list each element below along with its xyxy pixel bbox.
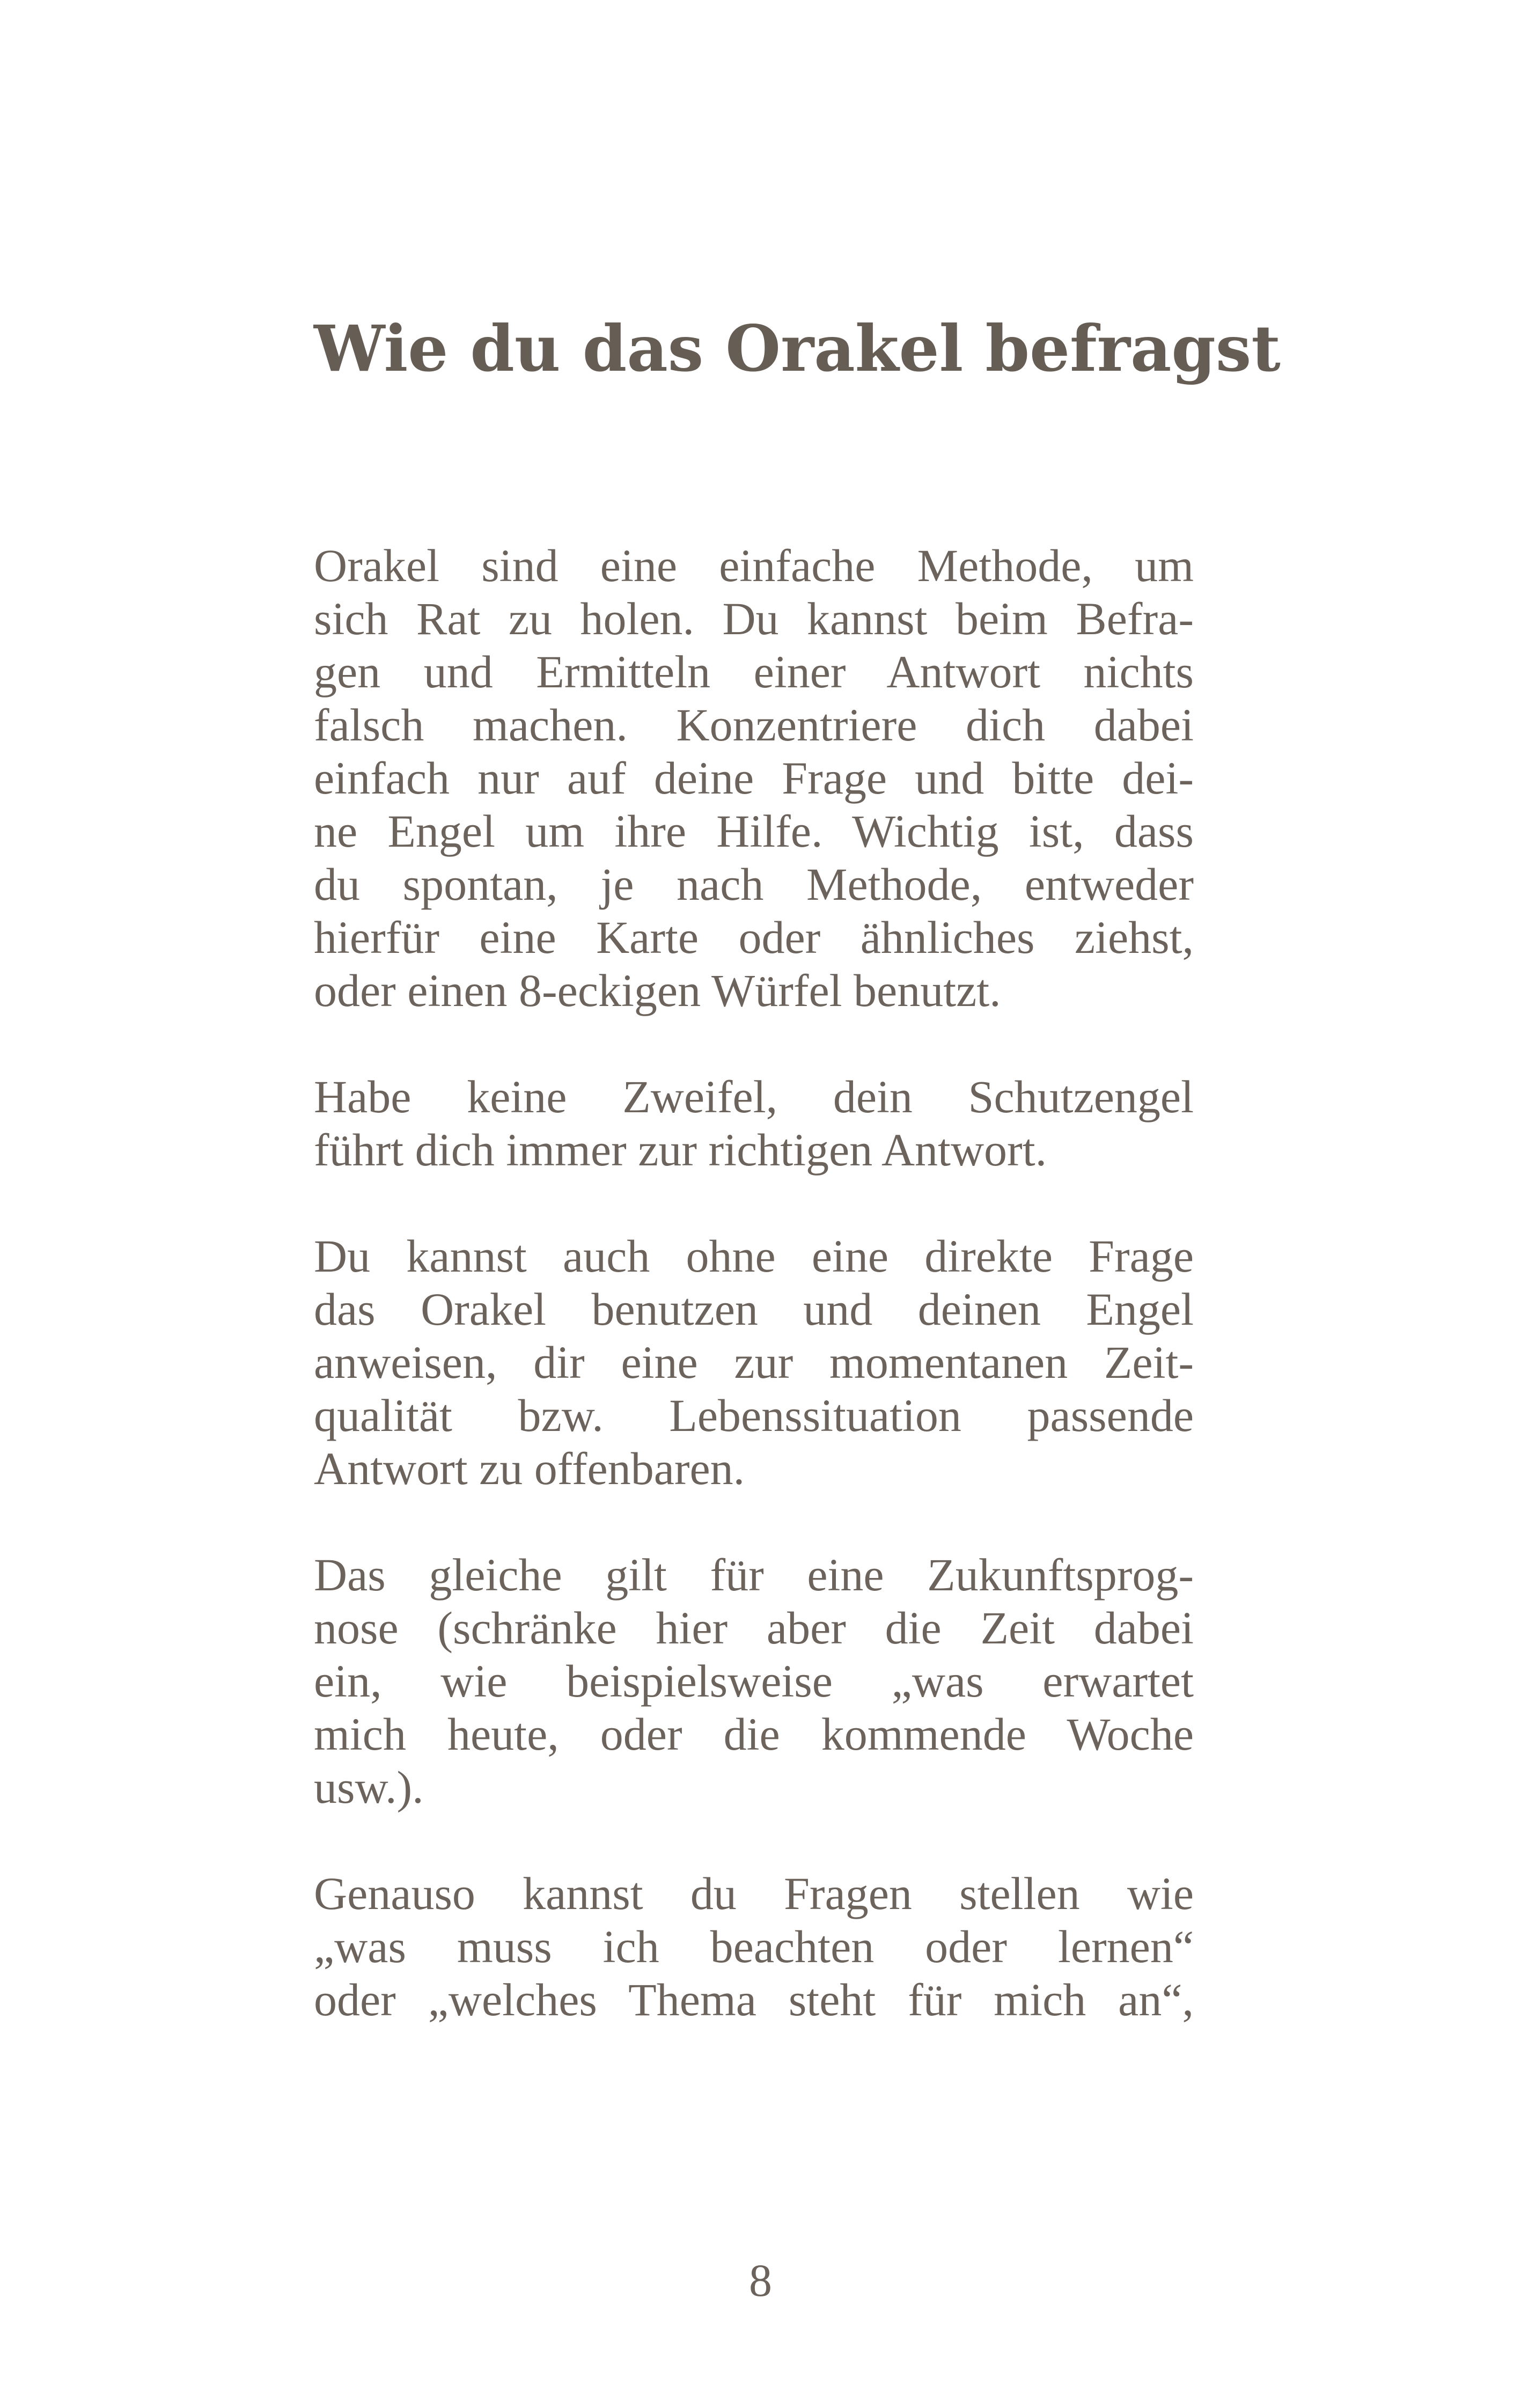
text-line: falsch machen. Konzentriere dich dabei bbox=[314, 699, 1194, 751]
text-line: gen und Ermitteln einer Antwort nichts bbox=[314, 646, 1194, 698]
text-line: sich Rat zu holen. Du kannst beim Befra- bbox=[314, 593, 1194, 644]
text-line: qualität bzw. Lebenssituation passende bbox=[314, 1390, 1194, 1441]
text-line: usw.). bbox=[314, 1761, 424, 1813]
paragraph-3 bbox=[314, 1230, 1194, 1495]
text-line: Orakel sind eine einfache Methode, um bbox=[314, 540, 1194, 591]
text-line: Das gleiche gilt für eine Zukunftsprog- bbox=[314, 1549, 1194, 1601]
text-line: „was muss ich beachten oder lernen“ bbox=[314, 1921, 1194, 1972]
text-line: einfach nur auf deine Frage und bitte dei- bbox=[314, 752, 1194, 804]
text-line: hierfür eine Karte oder ähnliches ziehst, bbox=[314, 912, 1194, 963]
text-line: oder einen 8-eckigen Würfel benutzt. bbox=[314, 965, 1001, 1016]
text-line: oder „welches Thema steht für mich an“, bbox=[314, 1974, 1194, 2025]
paragraph-5 bbox=[314, 1867, 1194, 2027]
text-line: mich heute, oder die kommende Woche bbox=[314, 1708, 1194, 1760]
text-line: anweisen, dir eine zur momentanen Zeit- bbox=[314, 1337, 1194, 1388]
paragraph-1 bbox=[314, 539, 1194, 1017]
page-title: Wie du das Orakel befragst bbox=[314, 311, 1281, 386]
body-text bbox=[314, 539, 1194, 2080]
text-line: Antwort zu offenbaren. bbox=[314, 1443, 745, 1494]
text-line: du spontan, je nach Methode, entweder bbox=[314, 858, 1194, 910]
text-line: führt dich immer zur richtigen Antwort. bbox=[314, 1124, 1047, 1176]
text-line: Genauso kannst du Fragen stellen wie bbox=[314, 1868, 1194, 1919]
text-line: ein, wie beispielsweise „was erwartet bbox=[314, 1655, 1194, 1707]
paragraph-4 bbox=[314, 1548, 1194, 1814]
text-line: ne Engel um ihre Hilfe. Wichtig ist, dass bbox=[314, 805, 1194, 857]
paragraph-2 bbox=[314, 1070, 1194, 1177]
text-line: Du kannst auch ohne eine direkte Frage bbox=[314, 1230, 1194, 1282]
page-number: 8 bbox=[749, 2255, 772, 2306]
text-line: das Orakel benutzen und deinen Engel bbox=[314, 1283, 1194, 1335]
text-line: Habe keine Zweifel, dein Schutzengel bbox=[314, 1071, 1194, 1122]
text-line: nose (schränke hier aber die Zeit dabei bbox=[314, 1602, 1194, 1654]
